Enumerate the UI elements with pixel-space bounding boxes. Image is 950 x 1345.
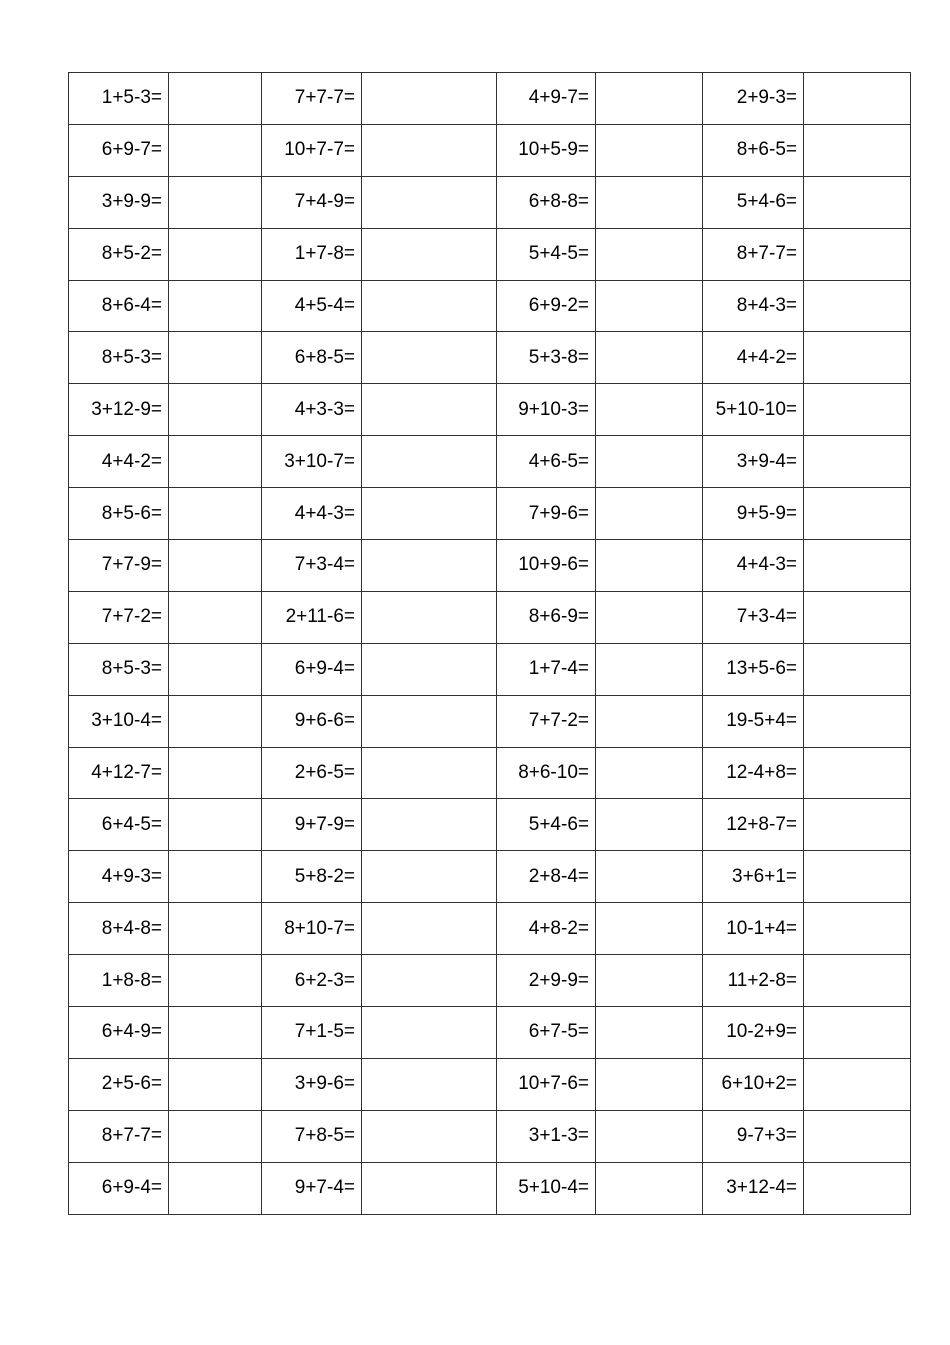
- answer-cell[interactable]: [596, 124, 703, 176]
- problem-cell: 8+5-2=: [69, 228, 169, 280]
- worksheet-row: [69, 695, 911, 747]
- answer-cell[interactable]: [596, 955, 703, 1007]
- worksheet-row: [69, 124, 911, 176]
- problem-cell: 8+6-10=: [497, 747, 596, 799]
- problem-cell: 5+4-5=: [497, 228, 596, 280]
- problem-cell: 4+4-2=: [69, 436, 169, 488]
- answer-cell[interactable]: [362, 1162, 497, 1214]
- answer-cell[interactable]: [169, 73, 262, 125]
- worksheet-row: [69, 747, 911, 799]
- problem-cell: 6+4-5=: [69, 799, 169, 851]
- answer-cell[interactable]: [169, 747, 262, 799]
- problem-cell: 6+8-5=: [262, 332, 362, 384]
- problem-cell: 6+9-7=: [69, 124, 169, 176]
- answer-cell[interactable]: [169, 643, 262, 695]
- problem-cell: 9+5-9=: [703, 488, 804, 540]
- answer-cell[interactable]: [804, 747, 911, 799]
- answer-cell[interactable]: [362, 488, 497, 540]
- answer-cell[interactable]: [169, 955, 262, 1007]
- answer-cell[interactable]: [169, 176, 262, 228]
- problem-cell: 1+7-8=: [262, 228, 362, 280]
- worksheet-body: [69, 73, 911, 1215]
- answer-cell[interactable]: [362, 124, 497, 176]
- answer-cell[interactable]: [169, 903, 262, 955]
- answer-cell[interactable]: [596, 799, 703, 851]
- problem-cell: 6+8-8=: [497, 176, 596, 228]
- problem-cell: 4+8-2=: [497, 903, 596, 955]
- problem-cell: 5+3-8=: [497, 332, 596, 384]
- answer-cell[interactable]: [169, 1007, 262, 1059]
- answer-cell[interactable]: [596, 73, 703, 125]
- answer-cell[interactable]: [169, 332, 262, 384]
- problem-cell: 2+9-9=: [497, 955, 596, 1007]
- answer-cell[interactable]: [362, 384, 497, 436]
- answer-cell[interactable]: [804, 799, 911, 851]
- answer-cell[interactable]: [362, 747, 497, 799]
- problem-cell: 12+8-7=: [703, 799, 804, 851]
- answer-cell[interactable]: [169, 436, 262, 488]
- answer-cell[interactable]: [362, 851, 497, 903]
- problem-cell: 9+6-6=: [262, 695, 362, 747]
- problem-cell: 19-5+4=: [703, 695, 804, 747]
- problem-cell: 10-1+4=: [703, 903, 804, 955]
- answer-cell[interactable]: [596, 1058, 703, 1110]
- problem-cell: 8+7-7=: [69, 1110, 169, 1162]
- problem-cell: 8+5-3=: [69, 643, 169, 695]
- answer-cell[interactable]: [596, 384, 703, 436]
- problem-cell: 13+5-6=: [703, 643, 804, 695]
- answer-cell[interactable]: [804, 280, 911, 332]
- problem-cell: 8+6-9=: [497, 591, 596, 643]
- answer-cell[interactable]: [362, 176, 497, 228]
- worksheet-row: [69, 176, 911, 228]
- problem-cell: 4+12-7=: [69, 747, 169, 799]
- problem-cell: 8+4-8=: [69, 903, 169, 955]
- problem-cell: 8+5-6=: [69, 488, 169, 540]
- answer-cell[interactable]: [804, 124, 911, 176]
- problem-cell: 8+10-7=: [262, 903, 362, 955]
- problem-cell: 5+10-4=: [497, 1162, 596, 1214]
- answer-cell[interactable]: [804, 591, 911, 643]
- answer-cell[interactable]: [804, 903, 911, 955]
- answer-cell[interactable]: [804, 73, 911, 125]
- problem-cell: 9-7+3=: [703, 1110, 804, 1162]
- answer-cell[interactable]: [804, 488, 911, 540]
- worksheet-row: [69, 540, 911, 592]
- problem-cell: 4+9-3=: [69, 851, 169, 903]
- problem-cell: 3+1-3=: [497, 1110, 596, 1162]
- answer-cell[interactable]: [362, 332, 497, 384]
- problem-cell: 7+3-4=: [262, 540, 362, 592]
- worksheet-row: [69, 73, 911, 125]
- problem-cell: 6+4-9=: [69, 1007, 169, 1059]
- problem-cell: 6+2-3=: [262, 955, 362, 1007]
- problem-cell: 10+7-6=: [497, 1058, 596, 1110]
- worksheet-row: [69, 1007, 911, 1059]
- answer-cell[interactable]: [169, 799, 262, 851]
- answer-cell[interactable]: [362, 955, 497, 1007]
- worksheet-row: [69, 1162, 911, 1214]
- answer-cell[interactable]: [804, 436, 911, 488]
- answer-cell[interactable]: [362, 1058, 497, 1110]
- problem-cell: 4+3-3=: [262, 384, 362, 436]
- worksheet-row: [69, 851, 911, 903]
- problem-cell: 1+8-8=: [69, 955, 169, 1007]
- answer-cell[interactable]: [596, 540, 703, 592]
- problem-cell: 4+4-2=: [703, 332, 804, 384]
- problem-cell: 3+12-4=: [703, 1162, 804, 1214]
- problem-cell: 8+6-5=: [703, 124, 804, 176]
- answer-cell[interactable]: [804, 540, 911, 592]
- problem-cell: 8+5-3=: [69, 332, 169, 384]
- problem-cell: 2+11-6=: [262, 591, 362, 643]
- worksheet-row: [69, 228, 911, 280]
- answer-cell[interactable]: [362, 1007, 497, 1059]
- answer-cell[interactable]: [169, 1162, 262, 1214]
- answer-cell[interactable]: [169, 591, 262, 643]
- problem-cell: 3+12-9=: [69, 384, 169, 436]
- answer-cell[interactable]: [169, 1058, 262, 1110]
- problem-cell: 10+9-6=: [497, 540, 596, 592]
- answer-cell[interactable]: [804, 643, 911, 695]
- problem-cell: 10+7-7=: [262, 124, 362, 176]
- answer-cell[interactable]: [804, 1058, 911, 1110]
- answer-cell[interactable]: [362, 591, 497, 643]
- problem-cell: 8+4-3=: [703, 280, 804, 332]
- problem-cell: 12-4+8=: [703, 747, 804, 799]
- worksheet-row: [69, 643, 911, 695]
- answer-cell[interactable]: [362, 1110, 497, 1162]
- worksheet-row: [69, 955, 911, 1007]
- problem-cell: 3+10-4=: [69, 695, 169, 747]
- answer-cell[interactable]: [169, 228, 262, 280]
- answer-cell[interactable]: [804, 1162, 911, 1214]
- problem-cell: 11+2-8=: [703, 955, 804, 1007]
- problem-cell: 6+7-5=: [497, 1007, 596, 1059]
- answer-cell[interactable]: [596, 1162, 703, 1214]
- problem-cell: 7+7-9=: [69, 540, 169, 592]
- problem-cell: 2+9-3=: [703, 73, 804, 125]
- answer-cell[interactable]: [169, 488, 262, 540]
- answer-cell[interactable]: [596, 228, 703, 280]
- answer-cell[interactable]: [596, 436, 703, 488]
- problem-cell: 4+4-3=: [262, 488, 362, 540]
- problem-cell: 6+10+2=: [703, 1058, 804, 1110]
- answer-cell[interactable]: [596, 1007, 703, 1059]
- worksheet-row: [69, 1110, 911, 1162]
- problem-cell: 7+7-7=: [262, 73, 362, 125]
- answer-cell[interactable]: [804, 1110, 911, 1162]
- answer-cell[interactable]: [596, 747, 703, 799]
- problem-cell: 1+5-3=: [69, 73, 169, 125]
- answer-cell[interactable]: [362, 540, 497, 592]
- answer-cell[interactable]: [804, 695, 911, 747]
- problem-cell: 2+6-5=: [262, 747, 362, 799]
- problem-cell: 7+3-4=: [703, 591, 804, 643]
- answer-cell[interactable]: [362, 695, 497, 747]
- problem-cell: 9+7-9=: [262, 799, 362, 851]
- worksheet-row: [69, 799, 911, 851]
- problem-cell: 7+7-2=: [497, 695, 596, 747]
- problem-cell: 6+9-4=: [262, 643, 362, 695]
- answer-cell[interactable]: [596, 1110, 703, 1162]
- answer-cell[interactable]: [596, 488, 703, 540]
- problem-cell: 1+7-4=: [497, 643, 596, 695]
- answer-cell[interactable]: [596, 280, 703, 332]
- answer-cell[interactable]: [169, 384, 262, 436]
- answer-cell[interactable]: [362, 280, 497, 332]
- answer-cell[interactable]: [804, 384, 911, 436]
- answer-cell[interactable]: [804, 228, 911, 280]
- problem-cell: 5+4-6=: [703, 176, 804, 228]
- worksheet-row: [69, 488, 911, 540]
- problem-cell: 4+4-3=: [703, 540, 804, 592]
- problem-cell: 7+4-9=: [262, 176, 362, 228]
- problem-cell: 9+7-4=: [262, 1162, 362, 1214]
- answer-cell[interactable]: [804, 955, 911, 1007]
- problem-cell: 3+9-6=: [262, 1058, 362, 1110]
- problem-cell: 6+9-2=: [497, 280, 596, 332]
- answer-cell[interactable]: [596, 695, 703, 747]
- answer-cell[interactable]: [596, 903, 703, 955]
- problem-cell: 3+6+1=: [703, 851, 804, 903]
- problem-cell: 3+10-7=: [262, 436, 362, 488]
- problem-cell: 7+8-5=: [262, 1110, 362, 1162]
- problem-cell: 3+9-9=: [69, 176, 169, 228]
- problem-cell: 10+5-9=: [497, 124, 596, 176]
- problem-cell: 4+6-5=: [497, 436, 596, 488]
- answer-cell[interactable]: [596, 591, 703, 643]
- math-worksheet-grid: [68, 72, 911, 1215]
- answer-cell[interactable]: [362, 436, 497, 488]
- problem-cell: 3+9-4=: [703, 436, 804, 488]
- problem-cell: 8+7-7=: [703, 228, 804, 280]
- problem-cell: 9+10-3=: [497, 384, 596, 436]
- answer-cell[interactable]: [362, 73, 497, 125]
- problem-cell: 4+9-7=: [497, 73, 596, 125]
- answer-cell[interactable]: [804, 176, 911, 228]
- worksheet-row: [69, 332, 911, 384]
- answer-cell[interactable]: [596, 643, 703, 695]
- answer-cell[interactable]: [596, 851, 703, 903]
- worksheet-row: [69, 591, 911, 643]
- worksheet-row: [69, 436, 911, 488]
- answer-cell[interactable]: [804, 1007, 911, 1059]
- answer-cell[interactable]: [169, 540, 262, 592]
- answer-cell[interactable]: [169, 851, 262, 903]
- problem-cell: 7+9-6=: [497, 488, 596, 540]
- answer-cell[interactable]: [169, 124, 262, 176]
- answer-cell[interactable]: [596, 332, 703, 384]
- worksheet-row: [69, 280, 911, 332]
- problem-cell: 5+8-2=: [262, 851, 362, 903]
- answer-cell[interactable]: [169, 695, 262, 747]
- problem-cell: 8+6-4=: [69, 280, 169, 332]
- answer-cell[interactable]: [362, 799, 497, 851]
- worksheet-row: [69, 903, 911, 955]
- problem-cell: 2+8-4=: [497, 851, 596, 903]
- problem-cell: 4+5-4=: [262, 280, 362, 332]
- answer-cell[interactable]: [362, 228, 497, 280]
- answer-cell[interactable]: [169, 280, 262, 332]
- answer-cell[interactable]: [169, 1110, 262, 1162]
- worksheet-row: [69, 384, 911, 436]
- answer-cell[interactable]: [804, 332, 911, 384]
- problem-cell: 7+7-2=: [69, 591, 169, 643]
- problem-cell: 5+10-10=: [703, 384, 804, 436]
- answer-cell[interactable]: [362, 643, 497, 695]
- problem-cell: 7+1-5=: [262, 1007, 362, 1059]
- answer-cell[interactable]: [596, 176, 703, 228]
- problem-cell: 5+4-6=: [497, 799, 596, 851]
- worksheet-row: [69, 1058, 911, 1110]
- answer-cell[interactable]: [362, 903, 497, 955]
- problem-cell: 6+9-4=: [69, 1162, 169, 1214]
- problem-cell: 2+5-6=: [69, 1058, 169, 1110]
- problem-cell: 10-2+9=: [703, 1007, 804, 1059]
- answer-cell[interactable]: [804, 851, 911, 903]
